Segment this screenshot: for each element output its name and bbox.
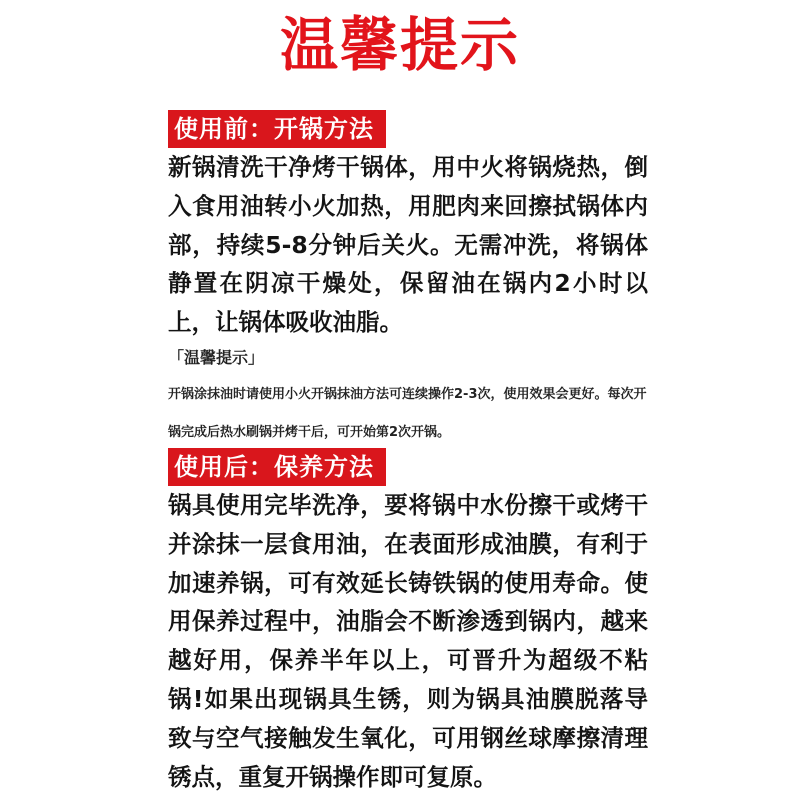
section-after-use (168, 448, 648, 796)
section-before-use (168, 110, 648, 452)
page-title: 温馨提示 (279, 11, 520, 79)
maintenance-instructions: 锅具使用完毕洗净，要将锅中水份擦干或烤干并涂抹一层食用油，在表面形成油膜，有利于加速养锅，可有效延长铸铁锅的使用寿命。使用保养过程中，油脂会不断渗透到锅内，越来越好用，保养半年以上，可晋升为超级不粘锅!如果出现锅具生锈，则为锅具油膜脱落导致与空气接触发生氧化，可用钢丝球摩擦清理锈点，重复开锅操作即可复原。 (168, 491, 648, 791)
tip-label: 「温馨提示」 (168, 347, 265, 367)
section-heading-before-use: 使用前：开锅方法 (168, 110, 386, 148)
tip-text: 开锅涂抹油时请使用小火开锅抹油方法可连续操作2-3次，使用效果会更好。每次开锅完成后热水刷锅并烤干后，可开始第2次开锅。 (168, 386, 647, 440)
seasoning-instructions: 新锅清洗干净烤干锅体，用中火将锅烧热，倒入食用油转小火加热，用肥肉来回擦拭锅体内部，持续5-8分钟后关火。无需冲洗，将锅体静置在阴凉干燥处，保留油在锅内2小时以上，让锅体吸收油脂。 (168, 153, 648, 337)
section-heading-after-use: 使用后：保养方法 (168, 448, 386, 486)
